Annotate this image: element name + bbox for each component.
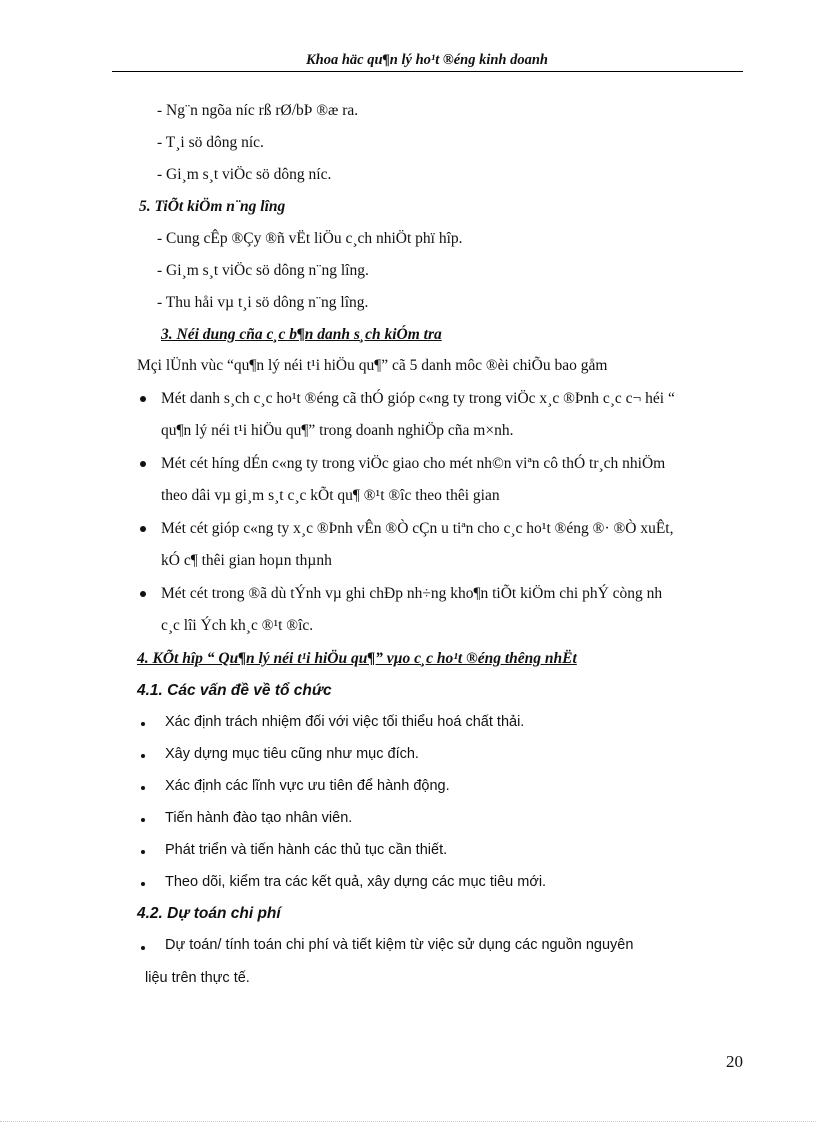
page-header-title: Khoa häc qu¶n lý ho¹t ®éng kinh doanh (305, 52, 548, 68)
bullet-icon (141, 722, 145, 726)
bullet-item-line: qu¶n lý néi t¹i hiÖu qu¶” trong doanh nghiÖp cña m×nh. (161, 422, 514, 439)
bullet-icon (141, 786, 145, 790)
bullet-item-line: c¸c lîi Ých kh¸c ®¹t ®îc. (161, 617, 314, 634)
list-item: Xác định trách nhiệm đối với việc tối thiểu hoá chất thải. (165, 714, 525, 730)
bullet-icon (140, 461, 146, 467)
list-item: - T¸i sö dông níc. (157, 134, 264, 151)
section-4-heading: 4. KÕt hîp “ Qu¶n lý néi t¹i hiÖu qu¶” vµo c¸c ho¹t ®éng thêng nhËt (137, 650, 577, 667)
bullet-icon (141, 882, 145, 886)
bullet-item-line: Mét cét trong ®ã dù tÝnh vµ ghi chÐp nh÷ng kho¶n tiÕt kiÖm chi phÝ còng nh (161, 585, 663, 602)
bullet-icon (141, 946, 145, 950)
list-item: Xây dựng mục tiêu cũng như mục đích. (165, 746, 419, 762)
section-5-heading: 5. TiÕt kiÖm n¨ng lîng (139, 198, 286, 215)
header-divider (112, 71, 743, 72)
list-item: - Thu håi vµ t¸i sö dông n¨ng lîng. (157, 294, 369, 311)
list-item: Tiến hành đào tạo nhân viên. (165, 810, 353, 826)
bullet-item-line: Mét danh s¸ch c¸c ho¹t ®éng cã thÓ gióp c«ng ty trong viÖc x¸c ®Þnh c¸c c¬ héi “ (161, 390, 675, 407)
list-item: - Cung cÊp ®Çy ®ñ vËt liÖu c¸ch nhiÖt phï hîp. (157, 230, 463, 247)
page-bottom-divider (0, 1121, 816, 1122)
bullet-icon (140, 526, 146, 532)
list-item: - Gi¸m s¸t viÖc sö dông n¨ng lîng. (157, 262, 369, 279)
list-item: Xác định các lĩnh vực ưu tiên để hành động. (165, 778, 450, 794)
list-item-line: Dự toán/ tính toán chi phí và tiết kiệm từ việc sử dụng các nguồn nguyên (165, 937, 634, 953)
bullet-icon (141, 850, 145, 854)
bullet-item-line: theo dâi vµ gi¸m s¸t c¸c kÕt qu¶ ®¹t ®îc theo thêi gian (161, 487, 500, 504)
bullet-item-line: Mét cét gióp c«ng ty x¸c ®Þnh vÊn ®Ò cÇn u tiªn cho c¸c ho¹t ®éng ®· ®Ò xuÊt, (161, 520, 674, 537)
bullet-icon (140, 591, 146, 597)
page-number: 20 (726, 1052, 743, 1071)
list-item: - Gi¸m s¸t viÖc sö dông níc. (157, 166, 332, 183)
bullet-icon (140, 396, 146, 402)
list-item-line: liệu trên thực tế. (145, 970, 250, 986)
list-item: - Ng¨n ngõa níc rß rØ/bÞ ®æ ra. (157, 102, 359, 119)
list-item: Phát triển và tiến hành các thủ tục cần thiết. (165, 842, 448, 858)
section-3-heading: 3. Néi dung cña c¸c b¶n danh s¸ch kiÓm tra (161, 326, 442, 343)
bullet-item-line: Mét cét híng dÉn c«ng ty trong viÖc giao cho mét nh©n viªn cô thÓ tr¸ch nhiÖm (161, 455, 666, 472)
bullet-item-line: kÓ c¶ thêi gian hoµn thµnh (161, 552, 332, 569)
bullet-icon (141, 818, 145, 822)
bullet-icon (141, 754, 145, 758)
subsection-4-1-heading: 4.1. Các vấn đề về tổ chức (137, 682, 332, 699)
section-3-intro: Mçi lÜnh vùc “qu¶n lý néi t¹i hiÖu qu¶” cã 5 danh môc ®èi chiÕu bao gåm (137, 357, 608, 374)
subsection-4-2-heading: 4.2. Dự toán chi phí (137, 905, 281, 922)
list-item: Theo dõi, kiểm tra các kết quả, xây dựng các mục tiêu mới. (165, 874, 547, 890)
